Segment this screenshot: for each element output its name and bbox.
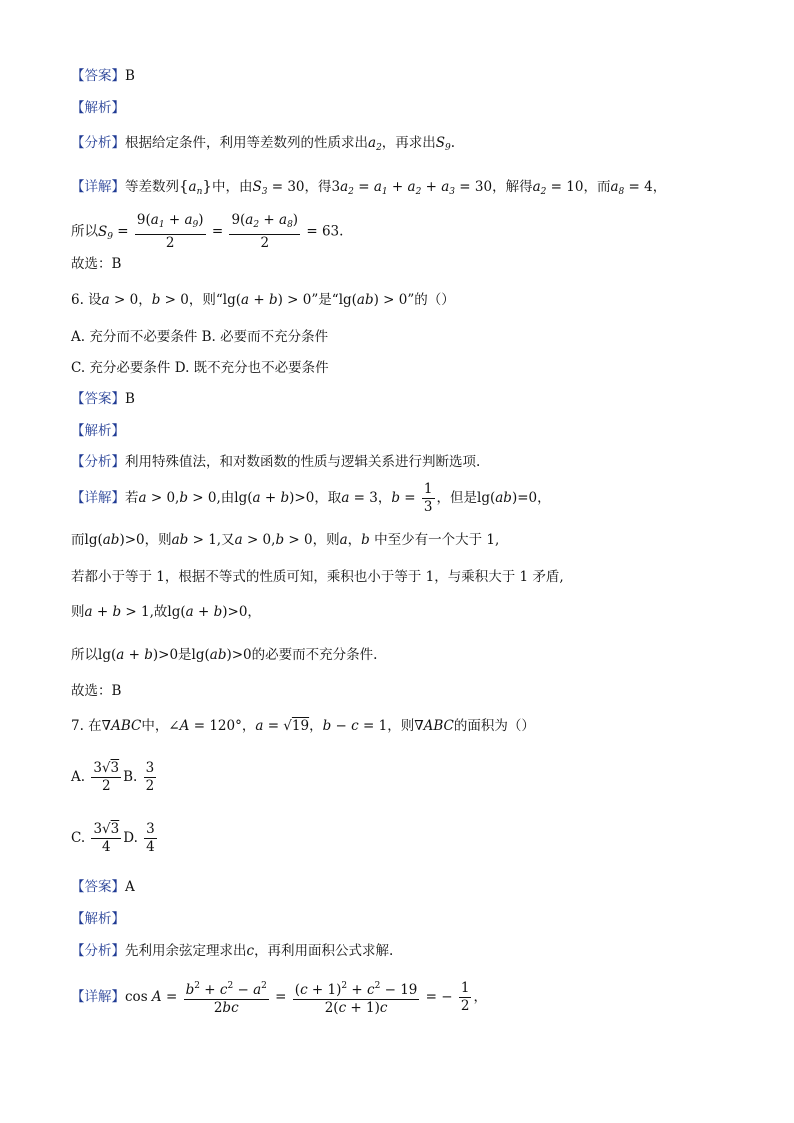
q7-detail-line: 【详解】cos A = $\frac{b^2 + c^2 - a^2}{2bc}$ = $\frac{(c + 1)^2 + c^2 - 19}{2(c + 1)c}$ = − $\frac{1}{2}$ ， [71,980,487,1016]
q7-stem-mid: 中， [141,718,169,734]
q6-line5-text2: 是 [178,647,192,663]
math: $a_2$ [368,135,382,153]
q5-conclusion: 故选：B [71,256,122,272]
fraction: $\frac{1}{2}$ [460,980,470,1014]
q6-options-cd: C. 充分必要条件 D. 既不充分也不必要条件 [71,360,329,376]
q5-detail-text1: 等差数列 [125,179,179,195]
detail-tag: 【详解】 [71,989,125,1005]
q7-breakdown-line: 【分析】先利用余弦定理求出c，再利用面积公式求解. [71,943,394,959]
q5-detail-line: 【详解】等差数列$\{a_n\}$中，由$S_3 = 30$，得$3a_2 = a_1 + a_2 + a_3 = 30$，解得$a_2 = 10$，而$a_8 = 4$， [71,177,667,197]
q5-breakdown-line: 【分析】根据给定条件，利用等差数列的性质求出$a_2$，再求出$S_9$. [71,135,456,153]
q5-line2-prefix: 所以 [71,223,98,240]
detail-tag: 【详解】 [71,179,125,195]
fraction: $\frac{3}{4}$ [146,821,155,855]
q5-detail-text4: ，解得 [492,179,533,195]
math: { [179,177,189,195]
q6-line4-text2: ,故 [149,604,168,620]
q6-analysis-line [71,421,125,441]
q7-stem: 7. 在∇ABC中，∠A = 120°，a = √19，b − c = 1，则∇ABC的面积为（） [71,718,535,734]
fraction: $\frac{1}{3}$ [423,481,433,515]
math: $a_n$ [188,179,203,197]
q7-answer-line [71,877,135,897]
q6-line2-text4: ，则 [312,532,340,548]
q6-answer: B [125,391,135,407]
q7-option-a-label: A. [71,769,86,785]
q6-stem: 6. 设a > 0，b > 0，则“lg(a + b) > 0”是“lg(ab) > 0”的（） [71,292,455,308]
q6-detail-text4: ，但是 [436,490,478,506]
analysis-tag: 【解析】 [71,423,125,439]
q7-option-c-label: C. [71,830,86,846]
q5-answer: B [125,68,135,84]
analysis-tag: 【解析】 [71,100,125,116]
q7-breakdown-text1: 先利用余弦定理求出 [125,943,247,959]
q6-conclusion: 故选：B [71,683,122,699]
answer-tag: 【答案】 [71,68,125,84]
q6-stem-end: ”的（） [407,292,455,308]
q6-breakdown-text: 利用特殊值法，和对数函数的性质与逻辑关系进行判断选项. [125,454,481,470]
q7-option-d-label: D. [123,830,138,846]
fraction: $\frac{3}{2}$ [145,760,155,794]
q7-breakdown-text2: ，再利用面积公式求解. [254,943,394,959]
q6-detail-text3: ，取 [314,490,342,506]
q6-line5-text1: 所以 [71,647,98,663]
q7-analysis-line [71,909,125,929]
q5-analysis-line [71,98,125,118]
q6-line3: 若都小于等于 1，根据不等式的性质可知，乘积也小于等于 1，与乘积大于 1 矛盾, [71,569,564,585]
q6-line2-text2: ，则 [144,532,172,548]
fraction: $\frac{3√3}{2}$ [93,760,120,794]
fraction: $\frac{(c + 1)^2 + c^2 - 19}{2(c + 1)c}$ [293,978,420,1017]
q6-line4-text1: 则 [71,604,85,620]
q7-option-b-label: B. [123,769,138,785]
q6-answer-line [71,389,135,409]
q7-stem-mid2: ，则 [387,718,415,734]
q5-answer-line [71,66,135,86]
q6-line2-text3: ,又 [216,532,235,548]
math: $S_9$ [435,135,451,153]
q5-detail-text5: ，而 [583,179,611,195]
q5-breakdown-text2: ，再求出 [381,135,436,151]
q6-breakdown-line [71,452,480,472]
q6-line5-text3: 的必要而不充分条件. [251,647,378,663]
q6-detail-text2: ,由 [216,490,235,506]
q6-line5: 所以lg(a + b)>0是lg(ab)>0的必要而不充分条件. [71,647,378,663]
analysis-tag: 【解析】 [71,911,125,927]
q7-options-cd [71,818,159,858]
math: $S_3$ [252,179,268,197]
fraction: $\frac{9(a_1 + a_9)}{2}$ [136,212,204,251]
q6-line4: 则a + b > 1,故lg(a + b)>0， [71,604,261,620]
answer-tag: 【答案】 [71,391,125,407]
q6-line2: 而lg(ab)>0，则ab > 1,又a > 0,b > 0，则a，b 中至少有一个大于 1, [71,532,500,548]
q7-stem-end: 的面积为（） [453,718,535,734]
breakdown-tag: 【分析】 [71,135,125,151]
breakdown-tag: 【分析】 [71,454,125,470]
q6-detail-line: 【详解】若a > 0,b > 0,由lg(a + b)>0，取a = 3，b = $\frac{1}{3}$ ，但是lg(ab)=0， [71,481,551,515]
breakdown-tag: 【分析】 [71,943,125,959]
math: } [202,177,212,195]
q6-stem-mid: ，则“ [188,292,223,308]
q5-detail-text3: ，得 [304,179,332,195]
answer-tag: 【答案】 [71,879,125,895]
q6-line2-text1: 而 [71,532,85,548]
fraction: $\frac{3√3}{4}$ [93,821,120,855]
fraction: $\frac{9(a_2 + a_8)}{2}$ [231,212,299,251]
q6-options-ab: A. 充分而不必要条件 B. 必要而不充分条件 [71,329,329,345]
q7-answer: A [125,879,135,895]
q5-breakdown-text1: 根据给定条件，利用等差数列的性质求出 [125,135,368,151]
q6-stem-prefix: 6. 设 [71,292,102,308]
detail-tag: 【详解】 [71,490,125,506]
fraction: $\frac{b^2 + c^2 - a^2}{2bc}$ [184,978,269,1017]
q5-detail-text2: 中，由 [211,179,253,195]
q6-detail-text1: 若 [125,490,139,506]
q6-stem-mid2: ”是“ [311,292,339,308]
q6-line2-text5: 中至少有一个大于 1, [374,532,500,548]
q7-options-ab [71,757,158,797]
q7-stem-prefix: 7. 在 [71,718,102,734]
q5-sum-line: 所以$S_9$ = $\frac{9(a_1 + a_9)}{2}$ = $\frac{9(a_2 + a_8)}{2}$ = 63. [71,212,344,251]
